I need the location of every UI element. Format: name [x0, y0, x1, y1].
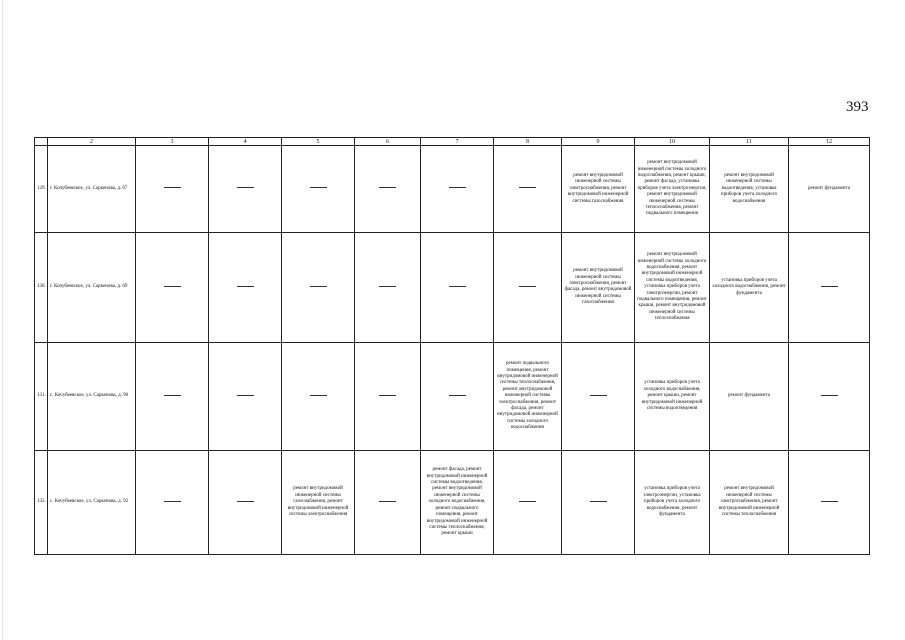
- table-cell: [421, 146, 494, 233]
- table-cell: установка приборов учета электроэнергии, установка приборов учета холодного водоснабжения, ремонт фундамента: [635, 450, 710, 554]
- table-cell: ремонт внутридомовой инженерной системы электроснабжения, ремонт внутридомовой инженерной системы теплоснабжения: [710, 450, 789, 554]
- header-cell: 8: [494, 138, 562, 146]
- empty-dash-mark: [237, 395, 254, 396]
- header-cell: 5: [282, 138, 355, 146]
- table-row: [35, 450, 870, 554]
- repair-schedule-table: [34, 137, 870, 555]
- column-number-row: [35, 138, 870, 146]
- header-cell: 6: [355, 138, 421, 146]
- header-cell: 9: [562, 138, 635, 146]
- table-cell: [136, 232, 209, 342]
- empty-dash-mark: [449, 286, 466, 287]
- table-cell: [282, 232, 355, 342]
- table-cell: [136, 146, 209, 233]
- empty-dash-mark: [821, 286, 838, 287]
- table-cell: ремонт внутридомовой инженерной системы водоотведения, установка приборов учета холодного водоснабжения: [710, 146, 789, 233]
- header-cell: 3: [136, 138, 209, 146]
- table-cell: [494, 232, 562, 342]
- table-cell: [789, 232, 870, 342]
- address-cell: г. Кочубеевское, ул. Саркенова, д. 69: [48, 232, 136, 342]
- empty-dash-mark: [164, 187, 181, 188]
- empty-dash-mark: [310, 286, 327, 287]
- header-cell: 11: [710, 138, 789, 146]
- table-cell: [136, 450, 209, 554]
- table-cell: ремонт подвального помещения, ремонт внутридомовой инженерной системы теплоснабжения, ремонт внутридомовой инженерной системы электроснабжения, ремонт фасада, ремонт внутридомовой инженерной системы холодного водоснабжения: [494, 342, 562, 450]
- empty-dash-mark: [237, 187, 254, 188]
- table-cell: ремонт фундамента: [789, 146, 870, 233]
- empty-dash-mark: [237, 501, 254, 502]
- row-number: 132.: [35, 450, 48, 554]
- table-cell: [421, 342, 494, 450]
- table-cell: [209, 146, 282, 233]
- empty-dash-mark: [379, 395, 396, 396]
- empty-dash-mark: [449, 395, 466, 396]
- table-cell: [209, 342, 282, 450]
- table-cell: [355, 232, 421, 342]
- table-cell: установка приборов учета холодного водоснабжения, ремонт фундамента: [710, 232, 789, 342]
- table-cell: ремонт внутридомовой инженерной системы электроснабжения, ремонт фасада, ремонт внутридомовой инженерной системы газоснабжения: [562, 232, 635, 342]
- address-cell: с. Кочубеевское, ул. Саркенова, д. 92: [48, 450, 136, 554]
- table-cell: [355, 342, 421, 450]
- empty-dash-mark: [164, 286, 181, 287]
- empty-dash-mark: [821, 395, 838, 396]
- empty-dash-mark: [310, 395, 327, 396]
- table-cell: ремонт внутридомовой инженерной системы газоснабжения, ремонт внутридомовой инженерной системы электроснабжения: [282, 450, 355, 554]
- table-cell: ремонт внутридомовой инженерной системы электроснабжения, ремонт внутридомовой инженерной системы газоснабжения: [562, 146, 635, 233]
- row-number: 129.: [35, 146, 48, 233]
- header-cell: 2: [48, 138, 136, 146]
- empty-dash-mark: [519, 286, 536, 287]
- empty-dash-mark: [449, 187, 466, 188]
- table-cell: [355, 450, 421, 554]
- table-cell: [282, 342, 355, 450]
- empty-dash-mark: [590, 395, 607, 396]
- empty-dash-mark: [379, 501, 396, 502]
- empty-dash-mark: [519, 501, 536, 502]
- table-cell: [282, 146, 355, 233]
- empty-dash-mark: [590, 501, 607, 502]
- table-cell: ремонт внутридомовой инженерной системы холодного водоснабжения, ремонт внутридомовой инженерной системы водоотведения, установка приборов учета электроэнергии, ремонт подвального помещения, ремонт крыши, ремонт внутридомовой инженерной системы теплоснабжения: [635, 232, 710, 342]
- table-cell: ремонт фасада, ремонт внутридомовой инженерной системы водоотведения, ремонт внутридомовой инженерной системы холодного водоснабжения, ремонт подвального помещения, ремонт внутридомовой инженерной системы теплоснабжения, ремонт крыши: [421, 450, 494, 554]
- table-row: [35, 342, 870, 450]
- header-cell: 4: [209, 138, 282, 146]
- header-cell: 7: [421, 138, 494, 146]
- table-cell: [209, 450, 282, 554]
- empty-dash-mark: [164, 395, 181, 396]
- header-cell: 12: [789, 138, 870, 146]
- header-cell: [35, 138, 48, 146]
- empty-dash-mark: [379, 187, 396, 188]
- table-cell: [136, 342, 209, 450]
- empty-dash-mark: [379, 286, 396, 287]
- table-cell: установка приборов учета холодного водоснабжения, ремонт крыши, ремонт внутридомовой инженерной системы водоотведения: [635, 342, 710, 450]
- empty-dash-mark: [310, 187, 327, 188]
- table-cell: ремонт внутридомовой инженерной системы холодного водоснабжения, ремонт крыши, ремонт фасада, установка приборов учета электроэнергии, ремонт внутридомовой инженерной системы теплоснабжения, ремонт подвального помещения: [635, 146, 710, 233]
- address-cell: с. Кочубеевское, ул. Саркенова, д. 90: [48, 342, 136, 450]
- table-cell: [494, 450, 562, 554]
- table-cell: [209, 232, 282, 342]
- empty-dash-mark: [237, 286, 254, 287]
- page-number: 393: [846, 99, 869, 115]
- table-cell: [421, 232, 494, 342]
- empty-dash-mark: [821, 501, 838, 502]
- table-row: [35, 232, 870, 342]
- table-cell: [789, 450, 870, 554]
- empty-dash-mark: [519, 187, 536, 188]
- address-cell: г. Кочубеевское, ул. Саркенова, д. 67: [48, 146, 136, 233]
- page-edge-line: [2, 0, 3, 640]
- header-cell: 10: [635, 138, 710, 146]
- table-cell: [789, 342, 870, 450]
- empty-dash-mark: [164, 501, 181, 502]
- table-cell: [494, 146, 562, 233]
- table-row: [35, 146, 870, 233]
- row-number: 130.: [35, 232, 48, 342]
- table-cell: [562, 342, 635, 450]
- row-number: 131.: [35, 342, 48, 450]
- table-cell: ремонт фундамента: [710, 342, 789, 450]
- table-cell: [355, 146, 421, 233]
- table-cell: [562, 450, 635, 554]
